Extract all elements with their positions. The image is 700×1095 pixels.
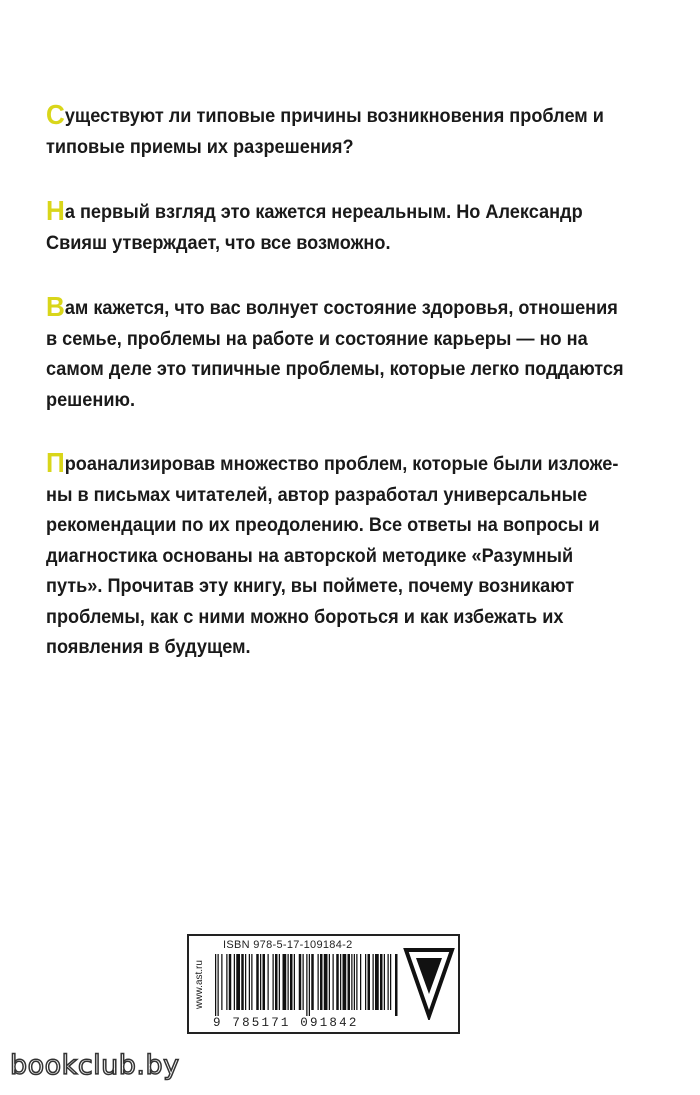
barcode-bar xyxy=(234,954,235,1010)
barcode-bar xyxy=(351,954,352,1010)
barcode-bar xyxy=(294,954,295,1010)
barcode-bar xyxy=(215,954,216,1016)
paragraph-4 xyxy=(46,447,619,663)
barcode-bar xyxy=(373,954,374,1010)
barcode-bar xyxy=(306,954,307,1016)
paragraph-line: Существуют ли типовые причины возникновения проблем и xyxy=(46,99,604,130)
barcode-bar xyxy=(275,954,278,1010)
barcode-bars xyxy=(213,954,401,1016)
isbn-label: ISBN 978-5-17-109184-2 xyxy=(223,939,353,951)
barcode-bar xyxy=(329,954,330,1010)
barcode-bar xyxy=(279,954,280,1010)
paragraph-line: проблемы, как с ними можно бороться и как избежать их xyxy=(46,605,564,628)
watermark: bookclub.by xyxy=(10,1050,180,1081)
barcode-bar xyxy=(299,954,302,1010)
line-text: роанализировав множество проблем, которые были изложе- xyxy=(64,453,619,475)
barcode-block xyxy=(187,934,460,1034)
barcode-bar xyxy=(268,954,269,1010)
publisher-url xyxy=(189,936,209,1032)
barcode-bar xyxy=(311,954,314,1010)
paragraph-line: Вам кажется, что вас волнует состояние здоровья, отношения xyxy=(46,291,618,322)
barcode-bar xyxy=(336,954,339,1010)
barcode-bar xyxy=(288,954,289,1010)
barcode-bar xyxy=(263,954,266,1010)
barcode-bar xyxy=(388,954,389,1010)
ean-digits: 9 785171 091842 xyxy=(213,1016,359,1030)
barcode-bar xyxy=(249,954,250,1010)
barcode-bar xyxy=(324,954,328,1010)
paragraph-line: самом деле это типичные проблемы, которые легко поддаются xyxy=(46,358,624,380)
paragraph-3 xyxy=(46,291,624,415)
paragraph-line: Свияш утверждает, что все возможно. xyxy=(46,231,391,254)
barcode-bar xyxy=(320,954,323,1010)
line-text: а первый взгляд это кажется нереальным. Но Александр xyxy=(64,201,583,223)
barcode-bar xyxy=(229,954,232,1010)
barcode-bar xyxy=(241,954,244,1010)
paragraph-line: рекомендации по их преодолению. Все ответы на вопросы и xyxy=(46,514,600,536)
paragraph-line: появления в будущем. xyxy=(46,636,251,658)
line-text: уществуют ли типовые причины возникновения проблем и xyxy=(64,105,604,127)
barcode-bar xyxy=(375,954,379,1010)
paragraph-line: в семье, проблемы на работе и состояние карьеры — но на xyxy=(46,327,588,350)
barcode-bar xyxy=(260,954,261,1010)
paragraph-1 xyxy=(46,101,604,162)
line-text: ам кажется, что вас волнует состояние здоровья, отношения xyxy=(64,297,618,319)
paragraph-line: типовые приемы их разрешения? xyxy=(46,135,354,158)
barcode-bar xyxy=(343,954,347,1010)
barcode-bar xyxy=(290,954,293,1010)
barcode-bar xyxy=(348,954,351,1010)
barcode-bar xyxy=(380,954,383,1010)
barcode-bar xyxy=(221,954,222,1010)
paragraph-line: ны в письмах читателей, автор разработал универсальные xyxy=(46,483,588,506)
paragraph-line: путь». Прочитав эту книгу, вы поймете, почему возникают xyxy=(46,575,575,597)
barcode-bar xyxy=(251,954,252,1010)
barcode-bar xyxy=(368,954,371,1010)
barcode-bar xyxy=(236,954,240,1010)
barcode-bar xyxy=(283,954,287,1010)
publisher-logo-icon xyxy=(403,946,455,1020)
barcode-bar xyxy=(318,954,319,1010)
barcode-bar xyxy=(395,954,398,1016)
barcode-bar xyxy=(384,954,385,1010)
paragraph-2 xyxy=(46,197,604,258)
paragraph-line: Проанализировав множество проблем, которые были изложе- xyxy=(46,447,619,478)
barcode-bar xyxy=(245,954,246,1010)
barcode-bar xyxy=(273,954,274,1010)
barcode-bar xyxy=(354,954,355,1010)
barcode-bar xyxy=(226,954,227,1010)
paragraph-line: диагностика основаны на авторской методике «Разумный xyxy=(46,544,574,567)
barcode-bar xyxy=(390,954,391,1010)
barcode-bar xyxy=(303,954,304,1010)
barcode-bar xyxy=(309,954,310,1016)
barcode-bar xyxy=(218,954,219,1016)
barcode-bar xyxy=(360,954,361,1010)
paragraph-line: решению. xyxy=(46,388,136,411)
publisher-url-text: www.ast.ru xyxy=(193,959,205,1009)
barcode-bar xyxy=(365,954,366,1010)
barcode-bar xyxy=(356,954,357,1010)
paragraph-line: На первый взгляд это кажется нереальным. Но Александр xyxy=(46,195,583,226)
barcode-bar xyxy=(256,954,259,1010)
barcode-bar xyxy=(333,954,334,1010)
barcode-bar xyxy=(340,954,341,1010)
